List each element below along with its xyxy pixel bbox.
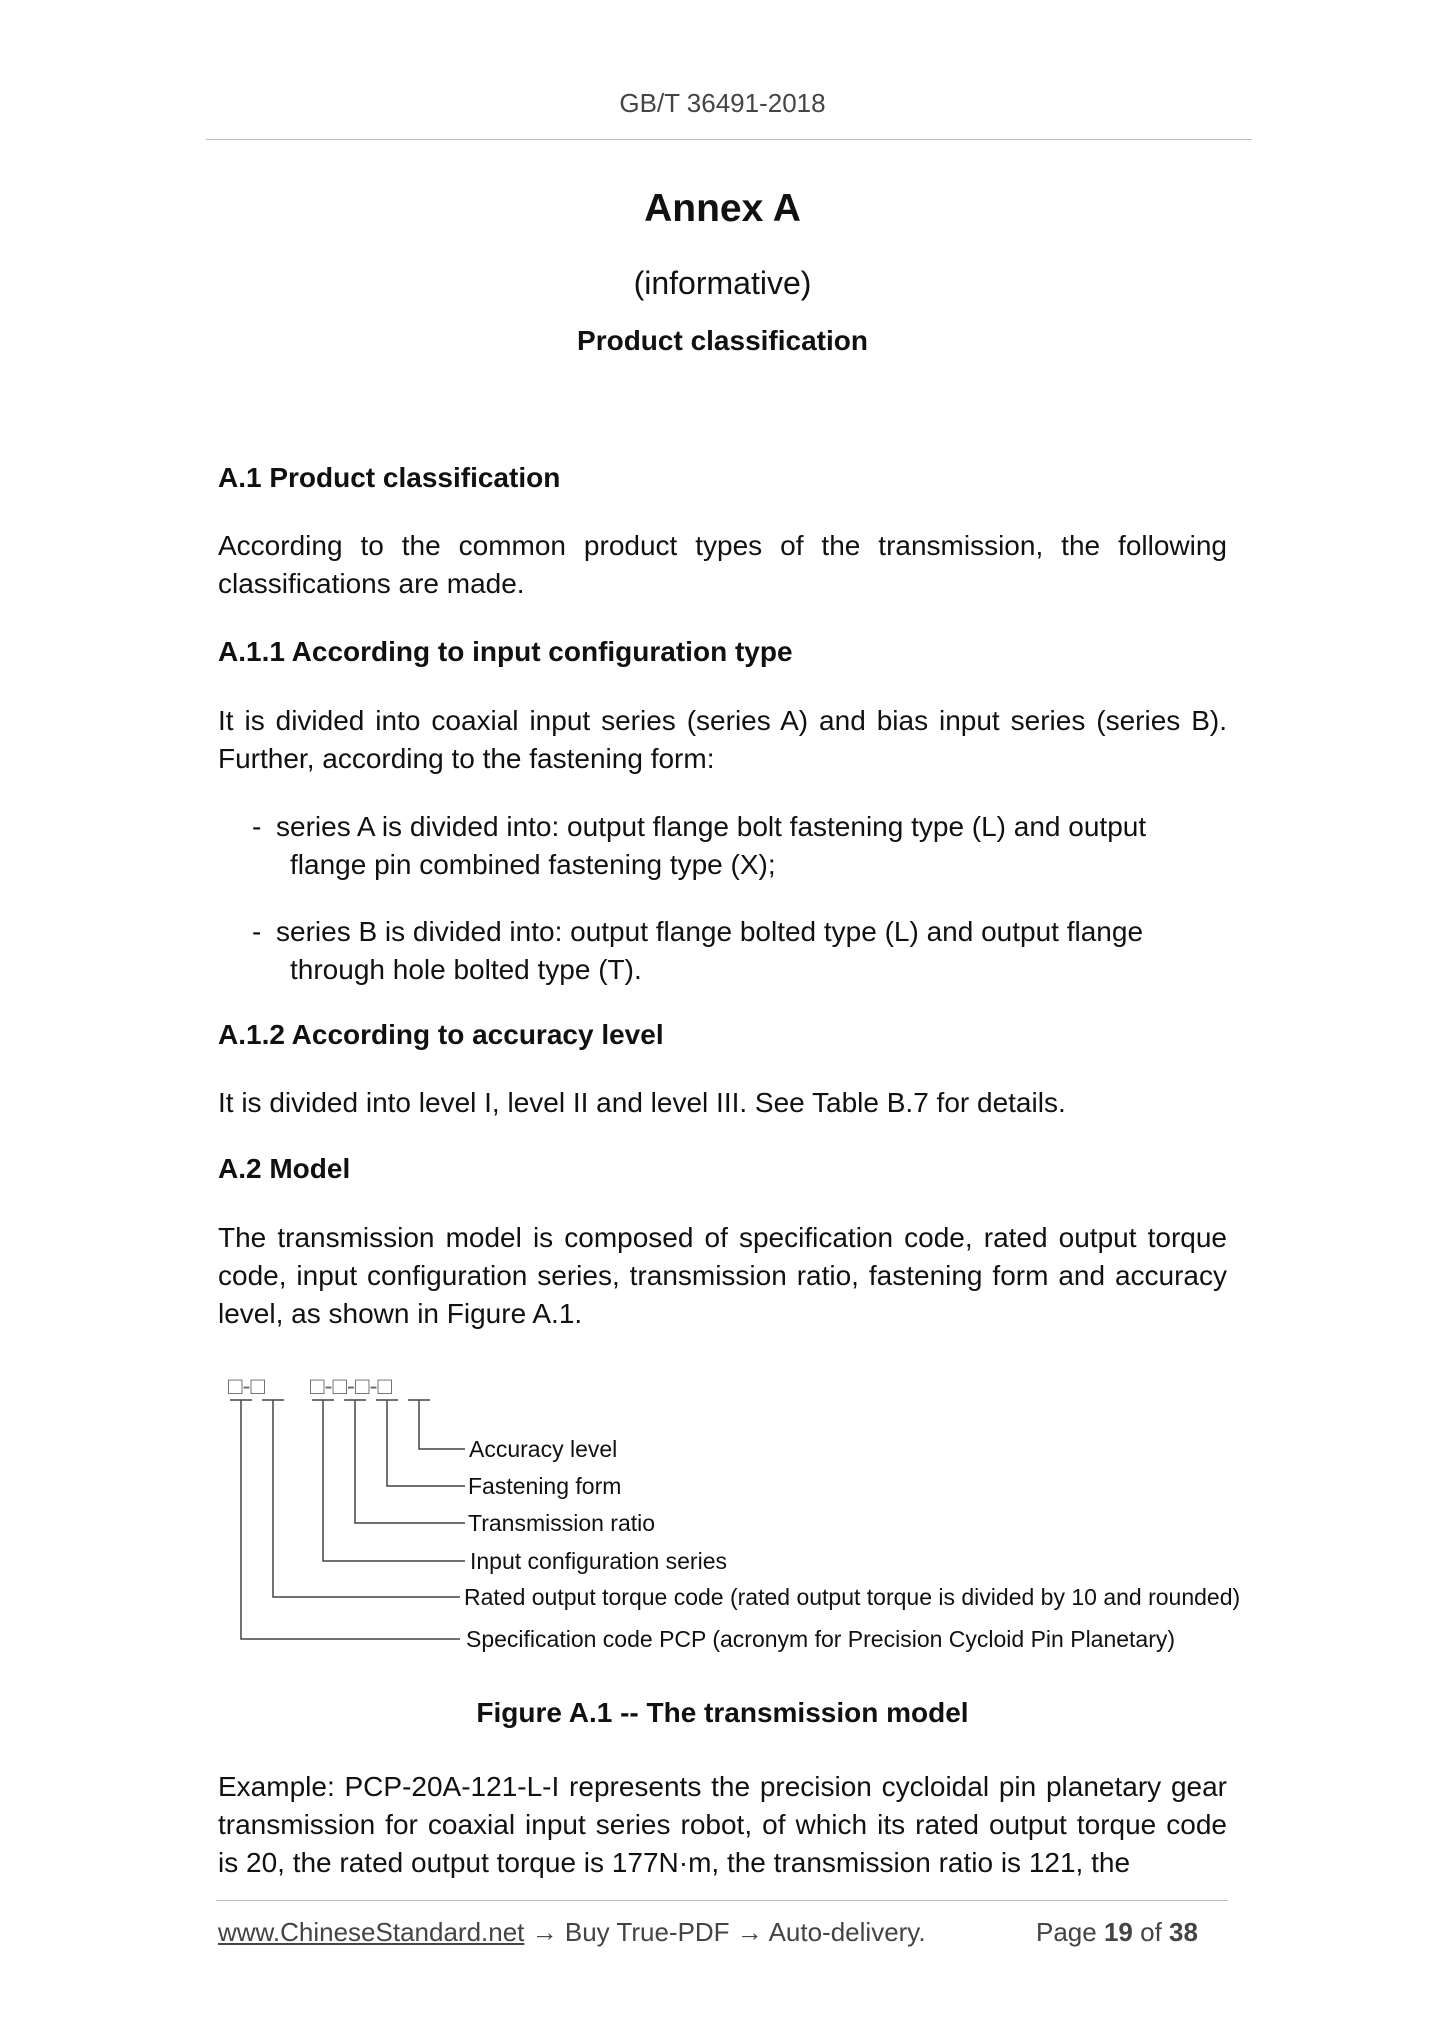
code-group-2: □-□-□-□ [310, 1373, 392, 1400]
bullet-line: series A is divided into: output flange bolt fastening type (L) and output [276, 811, 1147, 842]
code-group-1: □-□ [228, 1373, 265, 1400]
bullet-line: through hole bolted type (T). [290, 954, 642, 985]
transmission-model-figure [200, 1360, 1300, 1660]
bullet-dash: - [252, 811, 262, 842]
example-paragraph: Example: PCP-20A-121-L-I represents the precision cycloidal pin planetary gear transmission for coaxial input series robot, of which its rated output torque code is 20, the rated output torque is 177N·m, the transmission ratio is 121, the [218, 1771, 1227, 1878]
document-code-header: GB/T 36491-2018 [619, 88, 826, 118]
figure-label-input-configuration: Input configuration series [470, 1548, 727, 1574]
bullet-line: series B is divided into: output flange bolted type (L) and output flange [276, 916, 1144, 947]
figure-label-rated-torque-code: Rated output torque code (rated output torque is divided by 10 and rounded) [464, 1584, 1241, 1610]
section-heading-a11: A.1.1 According to input configuration type [218, 636, 793, 667]
paragraph-a12: It is divided into level I, level II and level III. See Table B.7 for details. [218, 1087, 1066, 1118]
paragraph-a2: The transmission model is composed of specification code, rated output torque code, input configuration series, transmission ratio, fastening form and accuracy level, as shown in Figure A.1. [218, 1222, 1227, 1329]
annex-subtitle: (informative) [633, 265, 812, 301]
figure-caption: Figure A.1 -- The transmission model [476, 1697, 969, 1728]
header-rule [206, 139, 1252, 140]
bullet-line: flange pin combined fastening type (X); [290, 849, 776, 880]
section-heading-a12: A.1.2 According to accuracy level [218, 1019, 664, 1050]
page-label: Page [1036, 1917, 1097, 1947]
section-heading-a1: A.1 Product classification [218, 462, 561, 493]
figure-leader-lines [230, 1400, 465, 1639]
bullet-dash: - [252, 916, 262, 947]
figure-label-specification-code: Specification code PCP (acronym for Precision Cycloid Pin Planetary) [466, 1626, 1176, 1652]
annex-title: Annex A [644, 187, 801, 230]
bullet-text [252, 913, 1227, 989]
footer-promo-text: → Buy True-PDF → Auto-delivery. [524, 1917, 926, 1947]
annex-name: Product classification [577, 325, 868, 356]
footer-rule [216, 1900, 1228, 1901]
total-pages: 38 [1169, 1917, 1198, 1947]
of-label: of [1140, 1917, 1162, 1947]
paragraph-a1: According to the common product types of the transmission, the following classifications are made. [218, 530, 1227, 599]
bullet-item-series-a [252, 808, 1227, 884]
section-heading-a2: A.2 Model [218, 1153, 351, 1184]
website-link[interactable]: www.ChineseStandard.net [218, 1917, 525, 1947]
page-number: 19 [1103, 1917, 1133, 1947]
page-indicator [1036, 1917, 1198, 1948]
footer-promo [218, 1917, 926, 1948]
paragraph-a11: It is divided into coaxial input series (series A) and bias input series (series B). Further, according to the fastening form: [218, 705, 1227, 774]
figure-label-transmission-ratio: Transmission ratio [468, 1510, 656, 1536]
figure-label-accuracy-level: Accuracy level [469, 1436, 618, 1462]
bullet-text [252, 808, 1227, 884]
figure-label-fastening-form: Fastening form [468, 1473, 622, 1499]
bullet-item-series-b [252, 913, 1227, 989]
